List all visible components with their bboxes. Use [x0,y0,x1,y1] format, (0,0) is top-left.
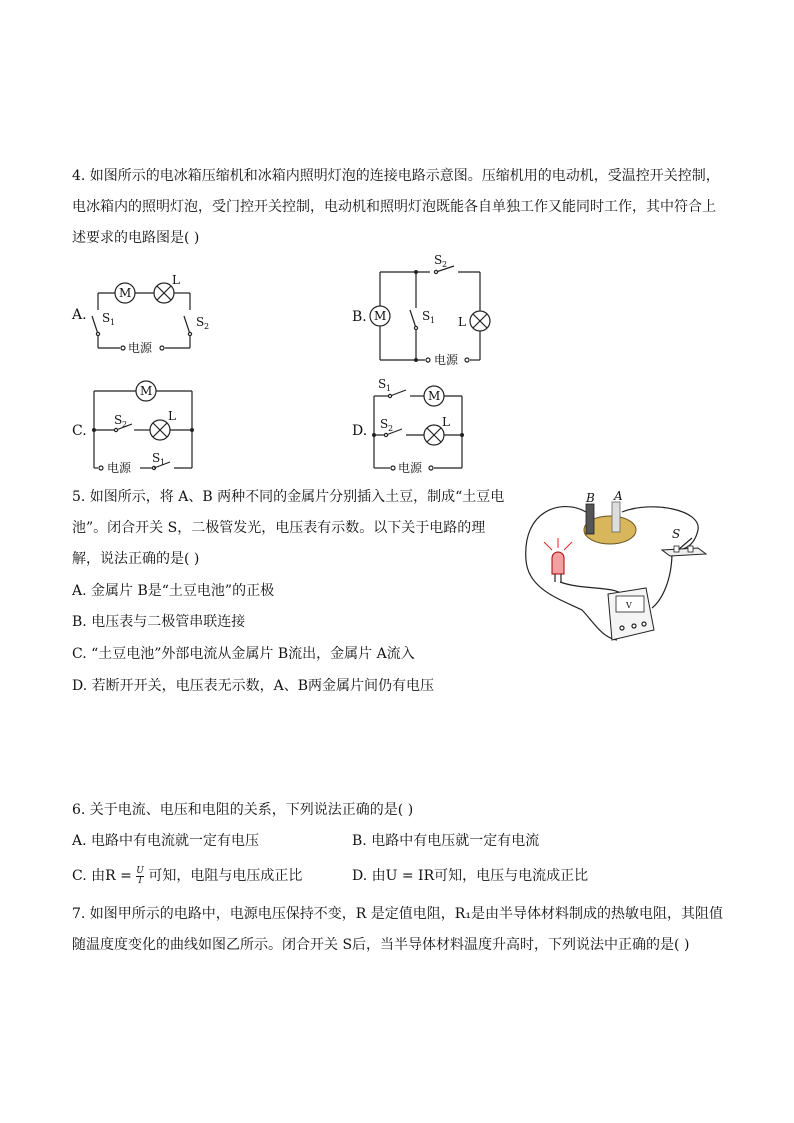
s2-label: S [114,413,123,427]
q6-option-d: D. 由U = IR可知，电压与电流成正比 [352,868,589,884]
q6-option-b: B. 电路中有电压就一定有电流 [352,833,540,849]
q4-option-a-label: A. [72,307,87,323]
q5-line-1: 5. 如图所示，将 A、B 两种不同的金属片分别插入土豆，制成“土豆电 [72,489,505,505]
led-icon [544,538,572,582]
q5-option-c: C. “土豆电池”外部电流从金属片 B流出，金属片 A流入 [72,646,415,662]
lamp-label: L [168,409,176,423]
lamp-label: L [458,315,466,329]
svg-text:1: 1 [110,318,116,327]
s2-label: S [434,253,443,267]
s2-label: S [380,417,389,431]
circuit-diagram-c [90,378,210,473]
motor-label: M [119,286,132,300]
source-label: 电源 [434,353,459,367]
switch-label: S [672,527,681,541]
q4-option-d-label: D. [352,423,368,439]
source-label: 电源 [107,461,132,475]
svg-text:2: 2 [442,260,448,269]
svg-text:1: 1 [386,384,392,393]
q6-option-c [72,866,302,886]
q4-line-1: 4. 如图所示的电冰箱压缩机和冰箱内照明灯泡的连接电路示意图。压缩机用的电动机，受温控开关控制， [72,168,720,184]
s1-label: S [152,451,161,465]
lamp-label: L [442,415,450,429]
circuit-diagram-b [370,253,500,368]
fraction-u-over-i: $\frac{U}{I}$ [136,865,144,886]
q5-option-b: B. 电压表与二极管串联连接 [72,614,246,630]
motor-label: M [374,309,387,323]
switch-icon [662,527,706,556]
svg-text:1: 1 [160,458,166,467]
motor-label: M [428,389,441,403]
metal-plate-b [586,504,594,534]
q4-option-c-label: C. [72,423,87,439]
q4-line-3: 述要求的电路图是( ) [72,230,200,246]
q7-line-2: 随温度度变化的曲线如图乙所示。闭合开关 S后，当半导体材料温度升高时，下列说法中正确的是( ) [72,937,690,953]
source-label: 电源 [398,461,423,475]
motor-label: M [140,384,153,398]
q5-option-a: A. 金属片 B是“土豆电池”的正极 [72,583,275,599]
q5-line-3: 解，说法正确的是( ) [72,551,200,567]
s1-label: S [378,377,387,391]
source-label: 电源 [128,341,153,355]
q4-line-2: 电冰箱内的照明灯泡，受门控开关控制，电动机和照明灯泡既能各自单独工作又能同时工作，其中符合上 [72,199,716,215]
voltmeter-icon [608,588,654,640]
q6-stem: 6. 关于电流、电压和电阻的关系，下列说法正确的是( ) [72,802,414,818]
voltmeter-label: V [626,601,632,610]
plate-a-label: A [614,489,623,503]
lamp-label: L [172,273,180,287]
svg-text:2: 2 [204,322,210,331]
potato-battery-illustration [522,490,722,650]
q5-line-2: 池”。闭合开关 S，二极管发光，电压表有示数。以下关于电路的理 [72,520,486,536]
svg-text:2: 2 [388,424,394,433]
circuit-diagram-d [370,376,480,476]
q6-option-c-suffix: 可知，电阻与电压成正比 [148,868,303,884]
q5-option-d: D. 若断开开关，电压表无示数，A、B两金属片间仍有电压 [72,678,435,694]
metal-plate-a [612,502,620,532]
plate-b-label: B [586,491,595,505]
s2-label: S [196,315,205,329]
s1-label: S [422,309,431,323]
q4-option-b-label: B. [352,309,367,325]
s1-label: S [102,311,111,325]
svg-text:2: 2 [122,420,128,429]
q7-line-1: 7. 如图甲所示的电路中，电源电压保持不变，R 是定值电阻，R₁是由半导体材料制成的热敏电阻，其阻值 [72,906,723,922]
svg-text:1: 1 [430,316,436,325]
q6-option-a: A. 电路中有电流就一定有电压 [72,833,260,849]
q6-option-c-prefix: C. 由R = [72,868,132,884]
circuit-diagram-a [90,264,220,354]
